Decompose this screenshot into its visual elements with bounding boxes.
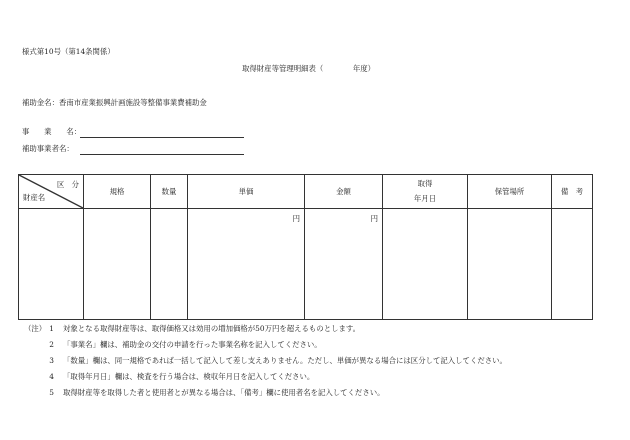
- cell-storage-location[interactable]: [468, 209, 552, 320]
- note-number: 1: [49, 324, 54, 333]
- column-header-unit-price: 単価: [188, 175, 305, 209]
- cell-remarks[interactable]: [552, 209, 593, 320]
- table-header-row: [19, 175, 593, 209]
- acquisition-line2: 年月日: [413, 193, 437, 203]
- note-text: 取得財産等を取得した者と使用者とが異なる場合は、「備考」欄に使用者名を記入してください。: [63, 388, 385, 397]
- column-header-amount: 金額: [305, 175, 383, 209]
- column-header-acquisition-date: [383, 175, 468, 209]
- corner-cell: [19, 175, 84, 209]
- cell-unit-price[interactable]: [188, 209, 305, 320]
- note-number: 5: [49, 388, 54, 397]
- cell-acquisition-date[interactable]: [383, 209, 468, 320]
- form-number: 様式第10号（第14条関係）: [22, 47, 115, 56]
- operator-name-label: 補助事業者名：: [22, 144, 74, 153]
- grant-name-value: 香南市産業振興計画施設等整備事業費補助金: [58, 98, 207, 107]
- note-text: 対象となる取得財産等は、取得価格又は効用の増加価格が50万円を超えるものとします。: [63, 324, 361, 333]
- acquisition-line1: 取得: [417, 179, 433, 189]
- cell-spec[interactable]: [84, 209, 151, 320]
- column-header-storage-location: 保管場所: [468, 175, 552, 209]
- table-row: [19, 209, 593, 320]
- unit-price-currency: 円: [292, 214, 300, 223]
- cell-quantity[interactable]: [151, 209, 188, 320]
- grant-name-label: 補助金名：: [22, 98, 59, 107]
- property-ledger-table: [18, 174, 593, 320]
- note-number: 4: [49, 372, 54, 381]
- project-name-line[interactable]: [80, 137, 244, 138]
- form-title: 取得財産等管理明細表（ 年度）: [242, 64, 376, 73]
- notes-prefix: （注）: [24, 324, 47, 333]
- cell-amount[interactable]: [305, 209, 383, 320]
- corner-bottom-label: 財産名: [23, 193, 46, 202]
- corner-top-label: 区 分: [56, 180, 79, 189]
- column-header-remarks: 備 考: [552, 175, 593, 209]
- grant-name: [22, 99, 207, 106]
- note-number: 2: [49, 340, 54, 349]
- operator-name-line[interactable]: [80, 154, 244, 155]
- column-header-quantity: 数量: [151, 175, 188, 209]
- project-name-label: 事 業 名：: [22, 127, 82, 136]
- note-text: 「事業名」欄は、補助金の交付の申請を行った事業名称を記入してください。: [63, 340, 322, 349]
- note-text: 「数量」欄は、同一規格であれば一括して記入して差し支えありません。ただし、単価が異なる場合には区分して記入してください。: [63, 356, 507, 365]
- column-header-spec: 規格: [84, 175, 151, 209]
- cell-property-name[interactable]: [19, 209, 84, 320]
- amount-currency: 円: [370, 214, 378, 223]
- note-text: 「取得年月日」欄は、検査を行う場合は、検収年月日を記入してください。: [63, 372, 315, 381]
- note-number: 3: [49, 356, 54, 365]
